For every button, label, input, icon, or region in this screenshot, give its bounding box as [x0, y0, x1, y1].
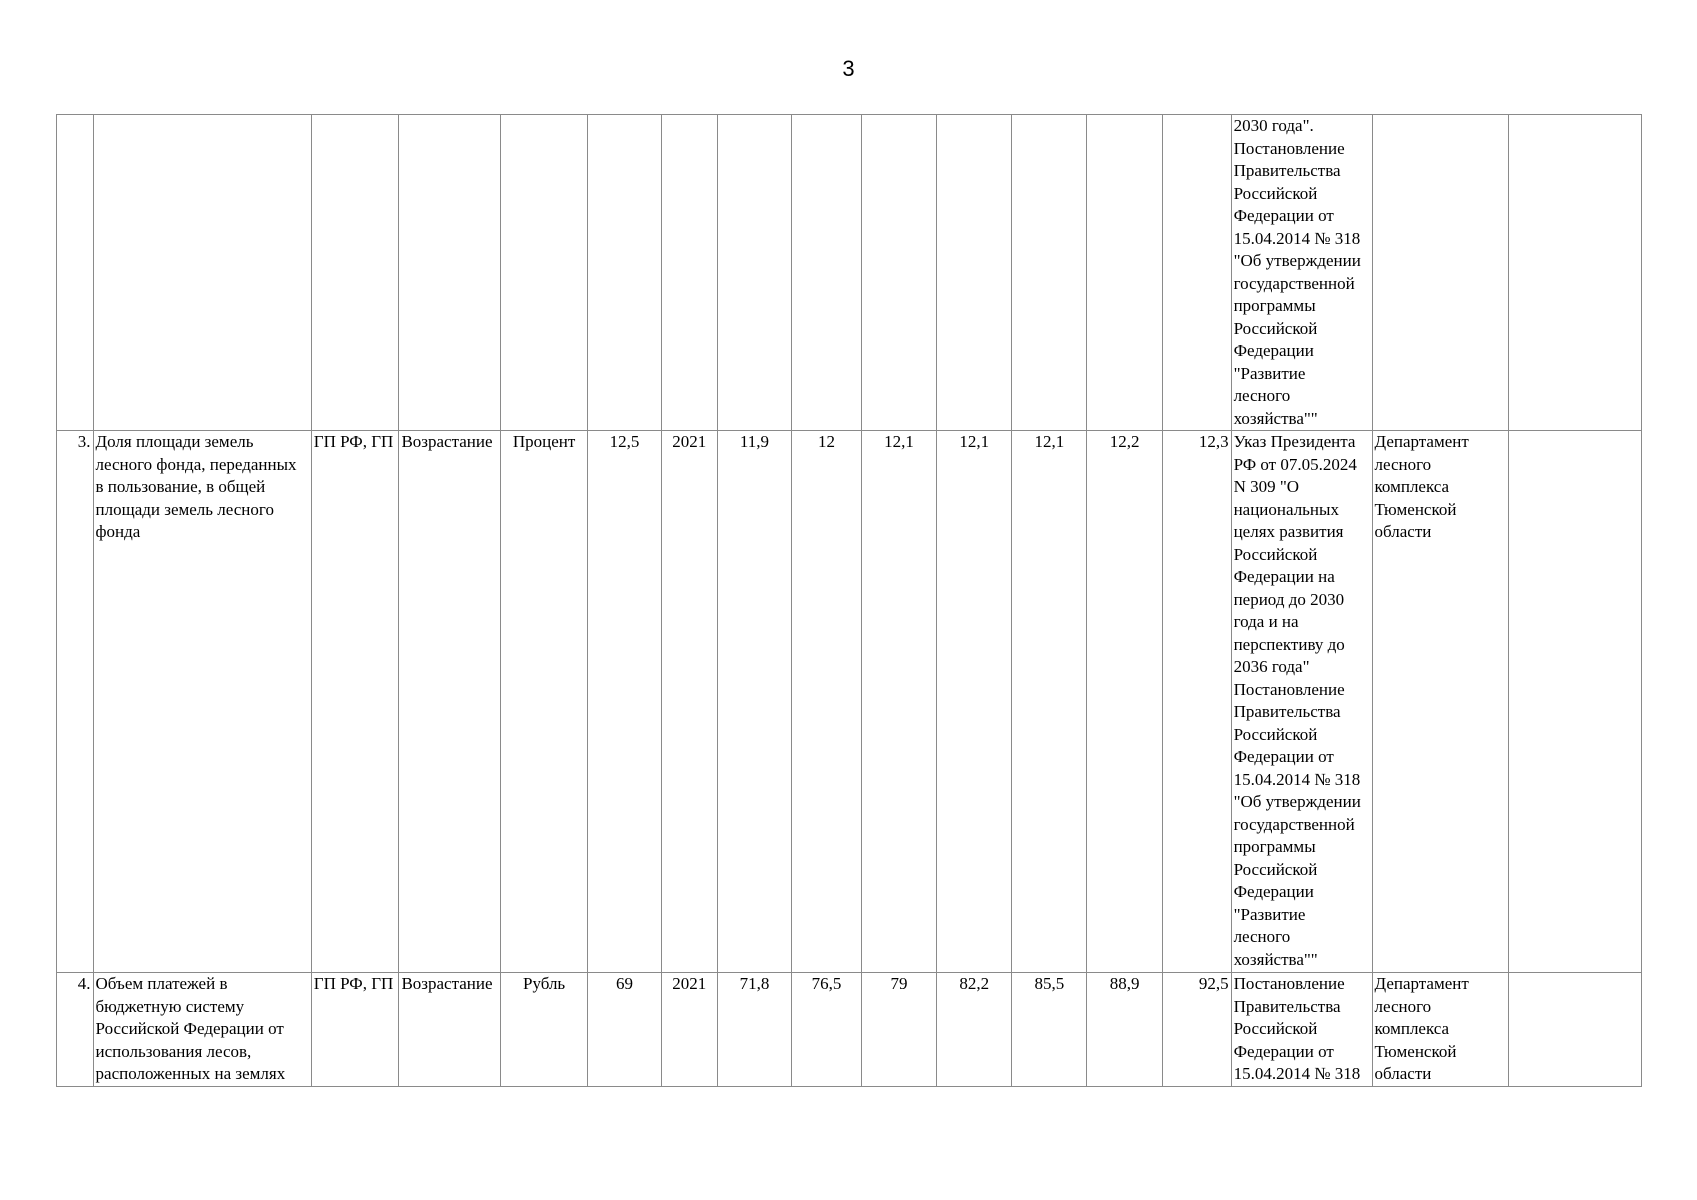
year-value: 12,1: [937, 431, 1012, 973]
indicator-source: ГП РФ, ГП: [311, 431, 399, 973]
responsible-body: Департамент лесного комплекса Тюменской области: [1372, 973, 1509, 1087]
extra-cell: [1509, 115, 1642, 431]
year-value: [717, 115, 791, 431]
row-number: 4.: [57, 973, 94, 1087]
indicator-name: Объем платежей в бюджетную систему Российской Федерации от использования лесов, расположенных на землях: [93, 973, 311, 1087]
year-value: [861, 115, 936, 431]
page-number: 3: [842, 56, 855, 81]
year-value: 71,8: [717, 973, 791, 1087]
indicator-trend: Возрастание: [399, 973, 500, 1087]
year-value: 88,9: [1087, 973, 1162, 1087]
year-value: 12,2: [1087, 431, 1162, 973]
year-value: 92,5: [1162, 973, 1231, 1087]
base-value: [588, 115, 661, 431]
row-number: [57, 115, 94, 431]
year-value: [1012, 115, 1087, 431]
table-row: [57, 115, 1642, 431]
year-value: 79: [861, 973, 936, 1087]
year-value: [937, 115, 1012, 431]
indicator-source: ГП РФ, ГП: [311, 973, 399, 1087]
extra-cell: [1509, 431, 1642, 973]
legal-document: 2030 года". Постановление Правительства Российской Федерации от 15.04.2014 № 318 "Об утверждении государственной программы Российской Федерации "Развитие лесного хозяйства"": [1231, 115, 1372, 431]
year-value: 12,1: [1012, 431, 1087, 973]
indicator-source: [311, 115, 399, 431]
indicator-name: [93, 115, 311, 431]
legal-document: Постановление Правительства Российской Федерации от 15.04.2014 № 318: [1231, 973, 1372, 1087]
table-row: [57, 973, 1642, 1087]
year-value: [792, 115, 862, 431]
responsible-body: [1372, 115, 1509, 431]
indicator-name: Доля площади земель лесного фонда, переданных в пользование, в общей площади земель лесного фонда: [93, 431, 311, 973]
indicator-unit: Процент: [500, 431, 588, 973]
base-year: 2021: [661, 973, 717, 1087]
responsible-body: Департамент лесного комплекса Тюменской области: [1372, 431, 1509, 973]
year-value: [1087, 115, 1162, 431]
year-value: [1162, 115, 1231, 431]
year-value: 12,1: [861, 431, 936, 973]
base-value: 12,5: [588, 431, 661, 973]
base-value: 69: [588, 973, 661, 1087]
indicator-trend: [399, 115, 500, 431]
indicator-trend: Возрастание: [399, 431, 500, 973]
table-row: [57, 431, 1642, 973]
indicator-unit: [500, 115, 588, 431]
year-value: 82,2: [937, 973, 1012, 1087]
row-number: 3.: [57, 431, 94, 973]
indicator-unit: Рубль: [500, 973, 588, 1087]
extra-cell: [1509, 973, 1642, 1087]
year-value: 12: [792, 431, 862, 973]
legal-document: Указ Президента РФ от 07.05.2024 N 309 "О национальных целях развития Российской Федерации на период до 2030 года и на перспективу до 2036 года" Постановление Правительства Российской Федерации от 15.04.2014 № 318 "Об утверждении государственной программы Российской Федерации "Развитие лесного хозяйства"": [1231, 431, 1372, 973]
base-year: [661, 115, 717, 431]
year-value: 12,3: [1162, 431, 1231, 973]
year-value: 85,5: [1012, 973, 1087, 1087]
year-value: 11,9: [717, 431, 791, 973]
indicators-table: [56, 114, 1642, 1087]
base-year: 2021: [661, 431, 717, 973]
year-value: 76,5: [792, 973, 862, 1087]
